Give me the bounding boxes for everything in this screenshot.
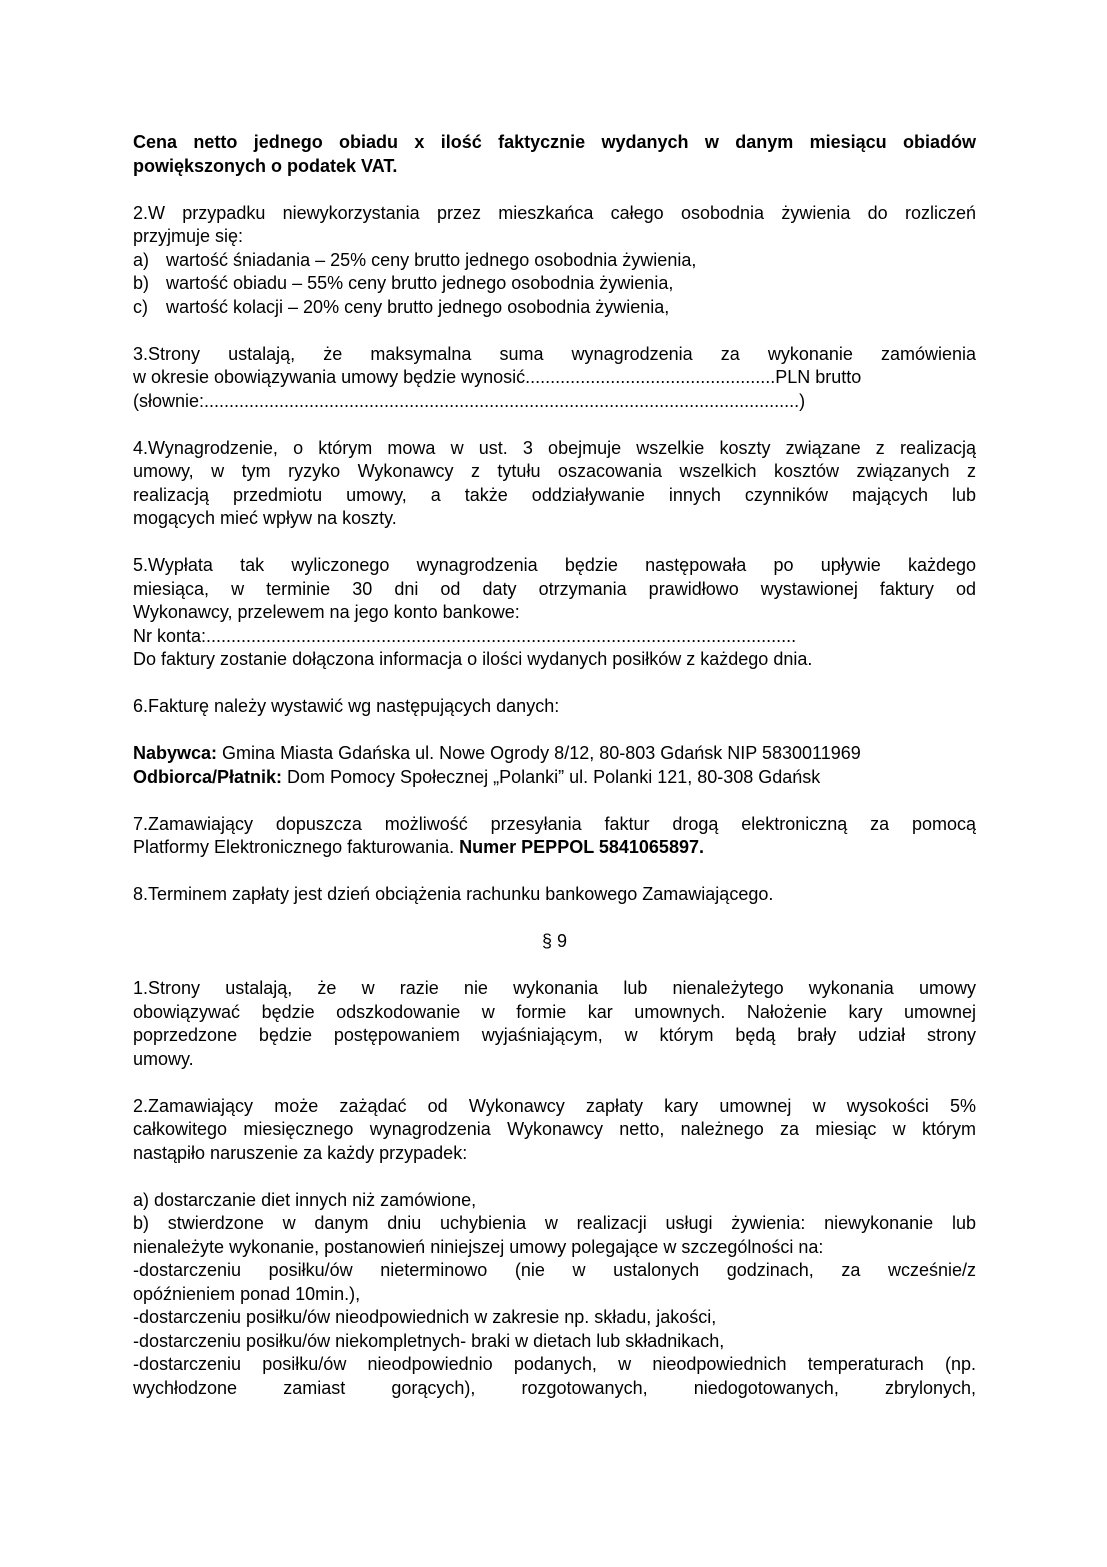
- s9-clause-1-line2: obowiązywać będzie odszkodowanie w formie kar umownych. Nałożenie kary umownej: [133, 1001, 976, 1022]
- buyer-line: [133, 742, 976, 766]
- clause-6-line1: 6.Fakturę należy wystawić wg następujących danych:: [133, 696, 560, 716]
- clause-4-line4: mogących mieć wpływ na koszty.: [133, 508, 397, 528]
- payer-text: Dom Pomocy Społecznej „Polanki” ul. Polanki 121, 80-308 Gdańsk: [282, 766, 821, 787]
- clause-7-line1: 7.Zamawiający dopuszcza możliwość przesyłania faktur drogą elektroniczną za pomocą: [133, 813, 976, 834]
- account-number-line: Nr konta:......................................................................................................................: [133, 625, 797, 646]
- s9-item-b-line7: -dostarczeniu posiłku/ów nieodpowiednio podanych, w nieodpowiednich temperaturach (np.: [133, 1354, 976, 1374]
- clause-3-line1: 3.Strony ustalają, że maksymalna suma wynagrodzenia za wykonanie zamówienia: [133, 343, 976, 364]
- s9-clause-1-line3: poprzedzone będzie postępowaniem wyjaśniającym, w którym będą brały udział strony: [133, 1025, 976, 1045]
- clause-7-line2: [133, 836, 976, 860]
- clause-2-line1: 2.W przypadku niewykorzystania przez mieszkańca całego osobodnia żywienia do rozliczeń: [133, 202, 976, 223]
- payer-label: Odbiorca/Płatnik:: [133, 766, 283, 787]
- clause-3-line3: (słownie:.......................................................................................................................): [133, 390, 806, 411]
- list-label: b): [133, 273, 150, 293]
- s9-item-b-line5: -dostarczeniu posiłku/ów nieodpowiednich w zakresie np. składu, jakości,: [133, 1307, 717, 1327]
- s9-item-b-line8: wychłodzone zamiast gorących), rozgotowanych, niedogotowanych, zbrylonych,: [133, 1377, 976, 1398]
- section-heading: § 9: [541, 931, 568, 951]
- clause-2-line2: przyjmuje się:: [133, 226, 244, 246]
- price-formula-line2: powiększonych o podatek VAT.: [133, 155, 398, 176]
- clause-5-line3: Wykonawcy, przelewem na jego konto bankowe:: [133, 602, 520, 622]
- s9-item-a: a) dostarczanie diet innych niż zamówione,: [133, 1189, 477, 1210]
- clause-4-line2: umowy, w tym ryzyko Wykonawcy z tytułu oszacowania wszelkich kosztów związanych z: [133, 461, 976, 481]
- s9-item-b-line1: b) stwierdzone w danym dniu uchybienia w realizacji usługi żywienia: niewykonanie lub: [133, 1213, 976, 1233]
- list-text: wartość obiadu – 55% ceny brutto jednego osobodnia żywienia,: [166, 273, 674, 293]
- s9-clause-2-line3: nastąpiło naruszenie za każdy przypadek:: [133, 1142, 468, 1163]
- price-formula-line1: Cena netto jednego obiadu x ilość faktycznie wydanych w danym miesiącu obiadów: [133, 132, 976, 152]
- list-label: a): [133, 249, 150, 270]
- s9-clause-1-line1: 1.Strony ustalają, że w razie nie wykonania lub nienależytego wykonania umowy: [133, 978, 976, 998]
- s9-clause-1-line4: umowy.: [133, 1048, 194, 1069]
- list-label: c): [133, 296, 148, 317]
- clause-7-text: Platformy Elektronicznego fakturowania.: [133, 837, 460, 857]
- s9-item-b-line2: nienależyte wykonanie, postanowień niniejszej umowy polegające w szczególności na:: [133, 1236, 824, 1257]
- list-item: [133, 272, 976, 296]
- list-item: [133, 249, 976, 273]
- s9-item-b-line6: -dostarczeniu posiłku/ów niekompletnych- braki w dietach lub składnikach,: [133, 1330, 725, 1351]
- document-body: [133, 131, 976, 1400]
- s9-clause-2-line1: 2.Zamawiający może zażądać od Wykonawcy zapłaty kary umownej w wysokości 5%: [133, 1095, 976, 1116]
- s9-item-b-line3: -dostarczeniu posiłku/ów nieterminowo (nie w ustalonych godzinach, za wcześnie/z: [133, 1260, 976, 1280]
- list-item: [133, 296, 976, 320]
- clause-4-line3: realizacją przedmiotu umowy, a także oddziaływanie innych czynników mających lub: [133, 484, 976, 505]
- buyer-label: Nabywca:: [133, 743, 218, 763]
- clause-4-line1: 4.Wynagrodzenie, o którym mowa w ust. 3 obejmuje wszelkie koszty związane z realizacją: [133, 437, 976, 458]
- s9-clause-2-line2: całkowitego miesięcznego wynagrodzenia Wykonawcy netto, należnego za miesiąc w którym: [133, 1119, 976, 1139]
- clause-5-line1: 5.Wypłata tak wyliczonego wynagrodzenia będzie następowała po upływie każdego: [133, 555, 976, 575]
- buyer-text: Gmina Miasta Gdańska ul. Nowe Ogrody 8/12, 80-803 Gdańsk NIP 5830011969: [217, 743, 861, 763]
- clause-5-line5: Do faktury zostanie dołączona informacja o ilości wydanych posiłków z każdego dnia.: [133, 649, 813, 669]
- list-text: wartość kolacji – 20% ceny brutto jednego osobodnia żywienia,: [166, 296, 670, 317]
- list-text: wartość śniadania – 25% ceny brutto jednego osobodnia żywienia,: [166, 249, 697, 270]
- clause-5-line2: miesiąca, w terminie 30 dni od daty otrzymania prawidłowo wystawionej faktury od: [133, 578, 976, 599]
- payer-line: [133, 766, 976, 790]
- clause-8-line1: 8.Terminem zapłaty jest dzień obciążenia rachunku bankowego Zamawiającego.: [133, 884, 774, 904]
- s9-item-b-line4: opóźnieniem ponad 10min.),: [133, 1283, 361, 1304]
- peppol-number: Numer PEPPOL 5841065897.: [459, 837, 704, 857]
- clause-3-line2: w okresie obowiązywania umowy będzie wynosić..................................................PLN brutto: [133, 367, 862, 387]
